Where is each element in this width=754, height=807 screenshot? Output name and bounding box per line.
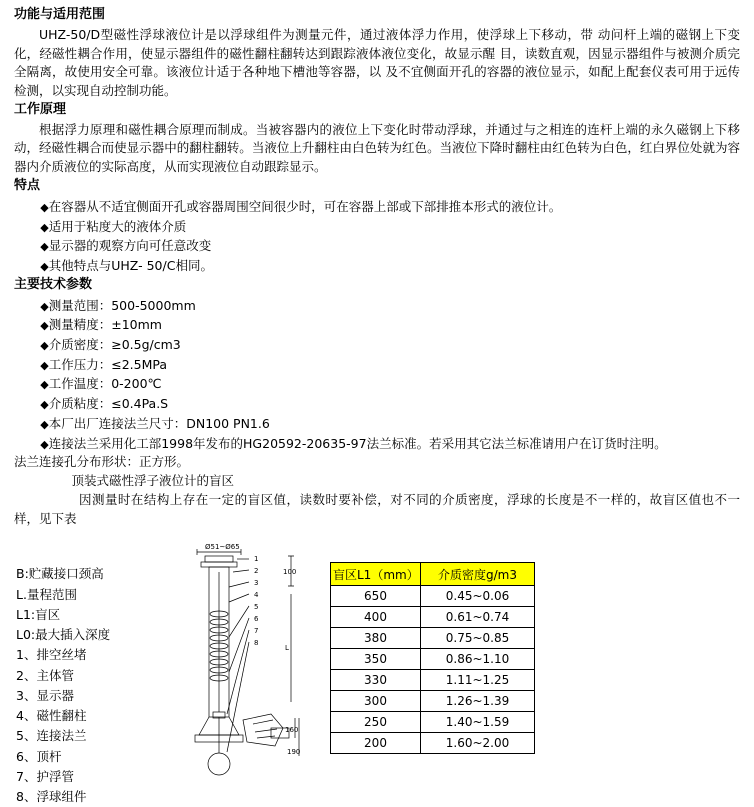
table-row [331,586,535,607]
table-cell-density: 0.75~0.85 [421,628,535,649]
diamond-bullet-icon: ◆ [40,319,49,333]
callout-4: 4 [254,591,259,600]
legend-item: L0:最大插入深度 [16,627,111,642]
legend-item: 2、主体管 [16,667,74,683]
diamond-bullet-icon: ◆ [40,378,49,392]
table-header-cell-blindzone: 盲区L1（mm） [331,563,421,586]
dimension-label-190: 190 [287,748,301,757]
spec-text: 介质粘度：≤0.4Pa.S [48,396,169,412]
table-cell-density: 0.45~0.06 [421,586,535,607]
diamond-bullet-icon: ◆ [40,299,49,313]
spec-text: 测量精度：±10mm [48,317,162,333]
features-list [14,197,740,276]
section-heading-features: 特点 [14,177,41,193]
dimension-label-100: 100 [283,568,297,577]
legend-item: 6、顶杆 [16,748,62,764]
table-cell-density: 1.11~1.25 [421,670,535,691]
legend-item: L.量程范围 [16,586,77,602]
specs-list [14,296,740,454]
spec-text: 工作温度：0-200℃ [48,376,162,392]
table-row [331,649,535,670]
list-item [14,414,740,434]
diamond-bullet-icon: ◆ [40,437,49,451]
dimension-label-160: 160 [285,726,299,735]
table-cell-blindzone: 380 [331,628,421,649]
table-row [331,733,535,754]
table-cell-density: 1.40~1.59 [421,712,535,733]
section-paragraph-scope: UHZ-50/D型磁性浮球液位计是以浮球组件为测量元件，通过液体浮力作用，使浮球上下移动，带 动问杆上端的磁钢上下变化，经磁性耦合作用，使显示器组件的磁性翻柱翻转达到跟踪液体液位变化，故显示醒 目，读数直观，因显示器组件与被测介质完全隔离，故使用安全可靠。该液位计适于各种地下槽池等容器，以 及不宜侧面开孔的容器的液位显示，如配上配套仪表可用于远传检测，以实现自动控制功能。 [14,26,740,99]
table-cell-blindzone: 400 [331,607,421,628]
level-gauge-drawing [175,542,305,792]
callout-2: 2 [254,567,259,576]
list-item [14,374,740,394]
dimension-label-L: L [285,644,289,653]
diamond-bullet-icon: ◆ [40,240,49,254]
legend-item: L1:盲区 [16,606,61,622]
legend-item: 1、排空丝堵 [16,647,87,663]
callout-7: 7 [254,627,259,636]
list-item [14,197,740,217]
table-cell-density: 0.86~1.10 [421,649,535,670]
diamond-bullet-icon: ◆ [40,200,49,214]
table-cell-blindzone: 200 [331,733,421,754]
table-cell-density: 0.61~0.74 [421,607,535,628]
callout-1: 1 [254,555,259,564]
specs-note: 法兰连接孔分布形状：正方形。 [14,454,190,470]
legend-item: 7、护浮管 [16,768,74,784]
legend-item: 8、浮球组件 [16,789,87,804]
table-row [331,628,535,649]
list-item [14,335,740,355]
legend-item: 4、磁性翻柱 [16,708,87,723]
feature-text: 其他特点与UHZ- 50/C相同。 [48,257,213,273]
list-item [14,355,740,375]
callout-8: 8 [254,639,259,648]
list-item [14,256,740,276]
diamond-bullet-icon: ◆ [40,259,49,273]
diamond-bullet-icon: ◆ [40,220,49,234]
zone-paragraph: 因测量时在结构上存在一定的盲区值，读数时要补偿，对不同的介质密度，浮球的长度是不一样的，故盲区值也不一样，见下表 [14,491,740,526]
spec-text: 介质密度：≥0.5g/cm3 [48,336,181,352]
list-item [14,315,740,335]
table-row [331,670,535,691]
table-cell-blindzone: 650 [331,586,421,607]
list-item [14,236,740,256]
spec-text: 连接法兰采用化工部1998年发布的HG20592-20635-97法兰标准。若采用其它法兰标准请用户在订货时注明。 [48,435,667,451]
dimension-label-diameter: Ø51~Ø65 [205,543,240,552]
technical-drawing-svg [175,542,305,792]
spec-text: 测量范围：500-5000mm [48,297,196,313]
blind-zone-table-wrapper [330,562,535,754]
list-item [14,394,740,414]
table-cell-density: 1.60~2.00 [421,733,535,754]
callout-5: 5 [254,603,259,612]
diamond-bullet-icon: ◆ [40,338,49,352]
feature-text: 在容器从不适宜侧面开孔或容器周围空间很少时，可在容器上部或下部排推本形式的液位计。 [48,198,562,214]
feature-text: 显示器的观察方向可任意改变 [48,238,212,254]
table-header-cell-density: 介质密度g/m3 [421,563,535,586]
section-paragraph-principle: 根据浮力原理和磁性耦合原理而制成。当被容器内的液位上下变化时带动浮球，并通过与之相连的连杆上端的永久磁钢上下移动，经磁性耦合而使显示器中的翻柱翻转。当液位上升翻柱由白色转为红色。当液位下降时翻柱由红色转为白色，红白界位处就为容器内介质液位的实际高度，从而实现液位自动跟踪显示。 [14,121,740,175]
table-cell-blindzone: 250 [331,712,421,733]
table-row [331,712,535,733]
table-header-row [331,563,535,586]
list-item [14,217,740,237]
section-heading-scope: 功能与适用范围 [14,7,106,22]
feature-text: 适用于粘度大的液体介质 [48,218,187,234]
callout-6: 6 [254,615,259,624]
table-row [331,607,535,628]
table-cell-density: 1.26~1.39 [421,691,535,712]
diamond-bullet-icon: ◆ [40,398,49,412]
section-heading-specs: 主要技术参数 [14,276,93,292]
list-item [14,434,740,454]
section-heading-principle: 工作原理 [14,101,67,117]
table-cell-blindzone: 350 [331,649,421,670]
legend-item: 5、连接法兰 [16,728,87,744]
legend-item: 3、显示器 [16,687,74,703]
table-cell-blindzone: 330 [331,670,421,691]
spec-text: 工作压力：≤2.5MPa [48,356,167,372]
diamond-bullet-icon: ◆ [40,417,49,431]
zone-title: 顶装式磁性浮子液位计的盲区 [71,473,235,488]
figure-legend [16,564,166,807]
callout-3: 3 [254,579,259,588]
table-row [331,691,535,712]
spec-text: 本厂出厂连接法兰尺寸：DN100 PN1.6 [48,415,270,431]
blind-zone-table [330,562,535,754]
legend-item: B:贮藏接口颈高 [16,566,104,582]
list-item [14,296,740,316]
table-cell-blindzone: 300 [331,691,421,712]
figure-and-table-area [0,542,754,804]
diamond-bullet-icon: ◆ [40,358,49,372]
